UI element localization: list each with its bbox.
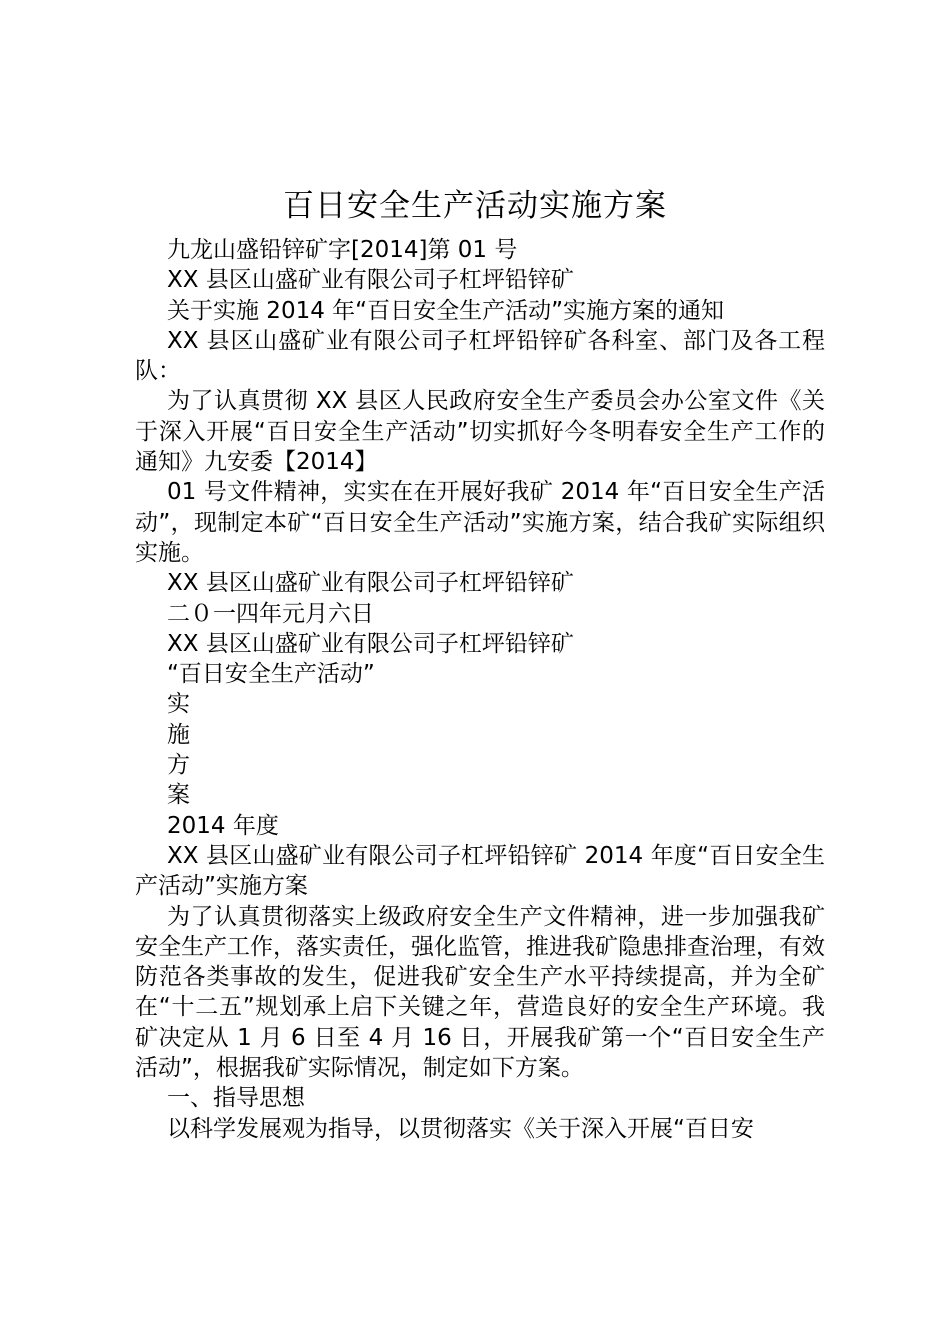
paragraph: 为了认真贯彻落实上级政府安全生产文件精神，进一步加强我矿安全生产工作，落实责任，强化监管，推进我矿隐患排查治理，有效防范各类事故的发生，促进我矿安全生产水平持续提高，并为全矿在“十二五”规划承上启下关键之年，营造良好的安全生产环境。我矿决定从 1 月 6 日至 4 月 16 日，开展我矿第一个“百日安全生产活动”，根据我矿实际情况，制定如下方案。 xyxy=(135,903,825,1082)
plan-heading: XX 县区山盛矿业有限公司子杠坪铅锌矿 2014 年度“百日安全生产活动”实施方案 xyxy=(135,842,825,900)
document-number: 九龙山盛铅锌矿字[2014]第 01 号 xyxy=(167,237,518,263)
paragraph: 01 号文件精神，实实在在开展好我矿 2014 年“百日安全生产活动”，现制定本矿“百日安全生产活动”实施方案，结合我矿实际组织实施。 xyxy=(135,479,825,566)
cover-char: 方 xyxy=(167,752,190,779)
cover-activity: “百日安全生产活动” xyxy=(167,661,375,688)
notice-title: 关于实施 2014 年“百日安全生产活动”实施方案的通知 xyxy=(167,297,724,324)
signature-company: XX 县区山盛矿业有限公司子杠坪铅锌矿 xyxy=(167,570,574,597)
section-heading: 一、指导思想 xyxy=(167,1085,305,1112)
paragraph: 以科学发展观为指导，以贯彻落实《关于深入开展“百日安 xyxy=(167,1115,754,1142)
cover-char: 案 xyxy=(167,782,190,809)
paragraph: 为了认真贯彻 XX 县区人民政府安全生产委员会办公室文件《关于深入开展“百日安全生产活动”切实抓好今冬明春安全生产工作的通知》九安委【2014】 xyxy=(135,388,825,476)
signature-date: 二０一四年元月六日 xyxy=(167,600,374,627)
cover-char: 实 xyxy=(167,691,190,718)
cover-year: 2014 年度 xyxy=(167,812,279,839)
cover-company: XX 县区山盛矿业有限公司子杠坪铅锌矿 xyxy=(167,630,574,657)
document-body xyxy=(135,235,825,1144)
document-title: 百日安全生产活动实施方案 xyxy=(283,188,667,224)
addressee: XX 县区山盛矿业有限公司子杠坪铅锌矿各科室、部门及各工程队： xyxy=(135,327,825,385)
company-name: XX 县区山盛矿业有限公司子杠坪铅锌矿 xyxy=(167,267,574,294)
cover-char: 施 xyxy=(167,721,190,748)
